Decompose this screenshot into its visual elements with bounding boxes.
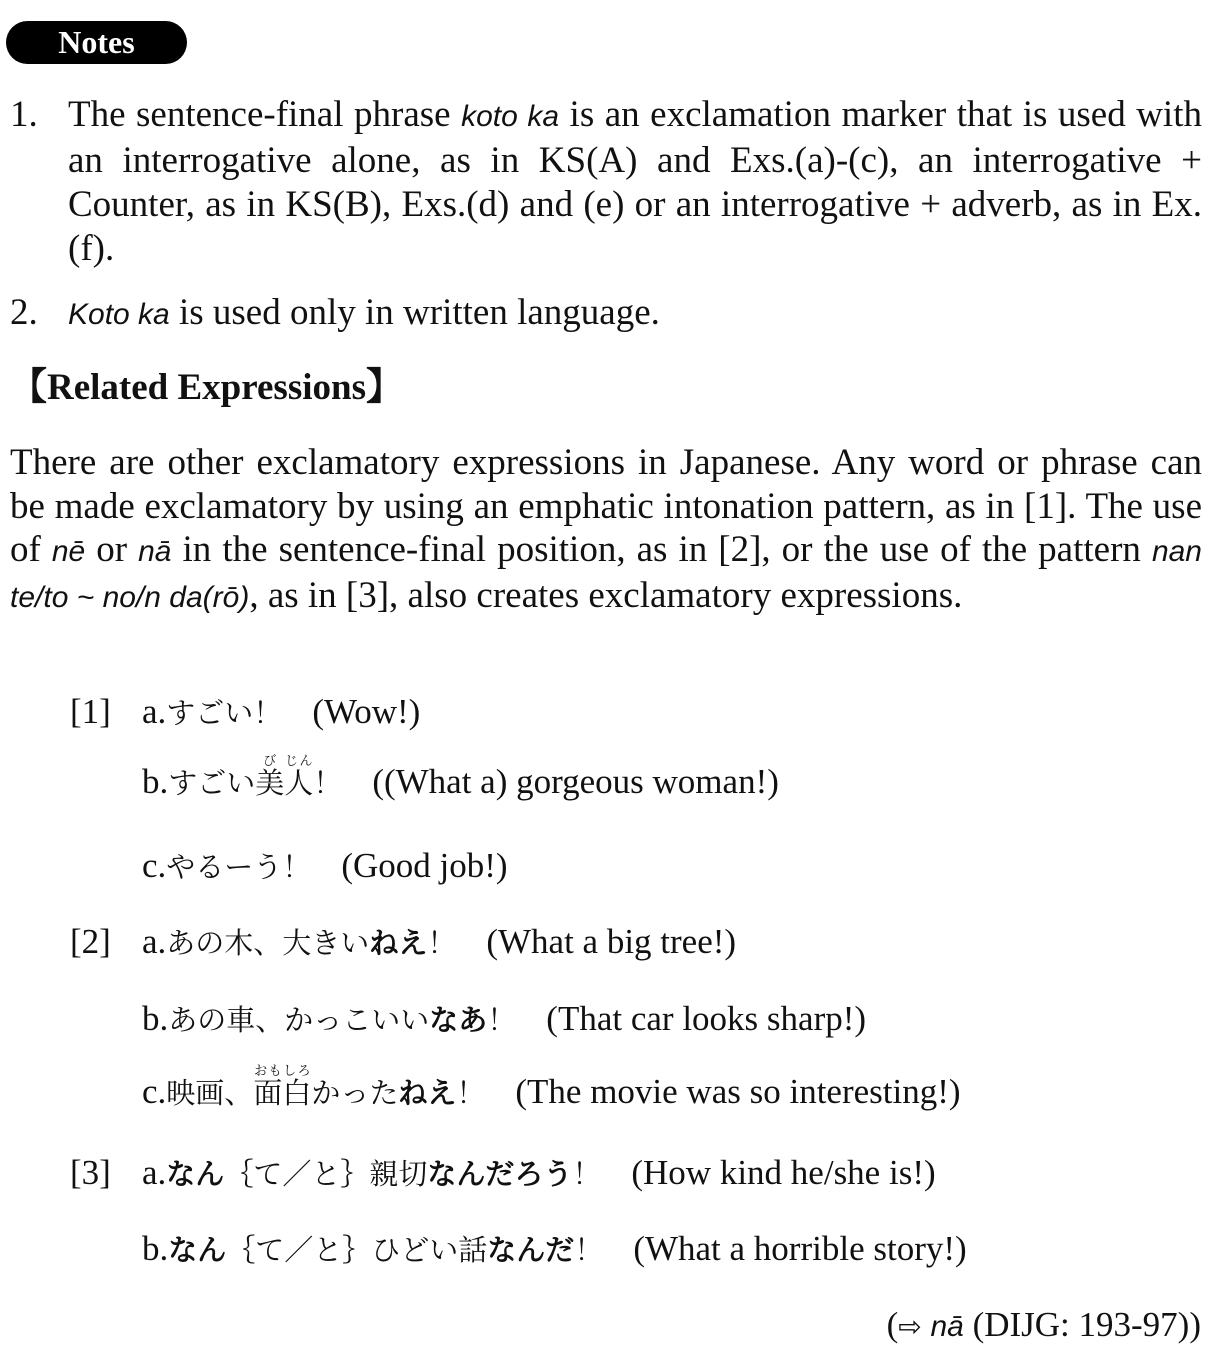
example-1b xyxy=(142,754,779,803)
japanese-bold: ねえ xyxy=(398,1076,457,1110)
example-number: [3] xyxy=(70,1153,111,1192)
para-text: in the sentence-final position, as in [2], or the use of the pattern xyxy=(171,529,1152,570)
japanese-bold: なん xyxy=(166,1157,225,1191)
kanji: 人 xyxy=(284,766,314,800)
example-label: c. xyxy=(142,1072,167,1111)
japanese-text: ！ xyxy=(572,1157,602,1191)
example-label: a. xyxy=(142,692,167,731)
furigana: おもしろ xyxy=(253,1064,312,1079)
related-expressions-heading: 【Related Expressions】 xyxy=(10,367,403,408)
note-text-part: The sentence-final phrase xyxy=(68,94,462,135)
japanese-bold: ねえ xyxy=(369,926,428,960)
example-label: b. xyxy=(142,762,169,801)
english-gloss: (Good job!) xyxy=(341,846,508,885)
note-text-part: is used only in written language. xyxy=(169,292,660,333)
japanese-text: かった xyxy=(311,1076,399,1110)
romaji-term: koto ka xyxy=(461,100,560,133)
right-arrow-icon: ⇨ xyxy=(898,1310,922,1343)
example-label: a. xyxy=(142,922,167,961)
example-label: b. xyxy=(142,999,169,1038)
japanese-text: やるーう！ xyxy=(166,850,312,884)
note-2 xyxy=(10,291,1202,337)
ref-text: (DIJG: 193-97)) xyxy=(963,1305,1201,1344)
note-text-part: is an exclamation marker that is used with an interrogative alone, as in KS(A) and Exs.(a)-(c), an interrogative + Counter, as in KS(B), Exs.(d) and (e) or an interrogative + adverb, as in Ex.(f). xyxy=(68,94,1202,269)
japanese-text: すごい！ xyxy=(166,696,283,730)
ref-paren: ( xyxy=(886,1305,899,1344)
ruby-kanji xyxy=(253,1064,312,1110)
japanese-bold: なあ xyxy=(429,1003,488,1037)
english-gloss: (That car looks sharp!) xyxy=(546,999,867,1038)
example-3b xyxy=(142,1229,967,1270)
kanji: 面白 xyxy=(253,1076,312,1110)
english-gloss: (What a horrible story!) xyxy=(633,1229,967,1268)
english-gloss: (Wow!) xyxy=(312,692,421,731)
english-gloss: (The movie was so interesting!) xyxy=(515,1072,961,1111)
example-2a xyxy=(142,922,736,963)
romaji-term: nē xyxy=(51,535,86,568)
cross-reference xyxy=(887,1303,1201,1349)
example-3a xyxy=(142,1153,936,1194)
japanese-text: ！ xyxy=(574,1233,604,1267)
para-text: There are other exclamatory expressions in Japanese. Any word or phrase can be made exclamatory by using an emphatic intonation pattern, as in [1]. The use of xyxy=(10,442,1202,570)
japanese-text: あの車、かっこいい xyxy=(168,1003,430,1037)
note-1 xyxy=(10,93,1202,271)
example-number: [2] xyxy=(70,922,111,961)
example-label: a. xyxy=(142,1153,167,1192)
notes-badge: Notes xyxy=(6,21,187,64)
japanese-text: ひどい話 xyxy=(371,1233,488,1267)
japanese-bold: なんだ xyxy=(487,1233,575,1267)
japanese-text: ！ xyxy=(456,1076,486,1110)
note-number: 1. xyxy=(10,94,38,135)
japanese-text: ！ xyxy=(427,926,457,960)
japanese-text: 親切 xyxy=(369,1157,428,1191)
note-text xyxy=(68,93,1202,271)
japanese-text: ！ xyxy=(487,1003,517,1037)
japanese-text: ｛て／と｝ xyxy=(224,1157,370,1191)
english-gloss: (How kind he/she is!) xyxy=(631,1153,936,1192)
related-expressions-paragraph xyxy=(10,441,1202,619)
note-number: 2. xyxy=(10,292,38,333)
romaji-term: nan te/to ~ no/n da(rō) xyxy=(10,535,1202,614)
romaji-term: nā xyxy=(930,1310,964,1343)
example-number: [1] xyxy=(70,692,111,731)
japanese-bold: なん xyxy=(168,1233,227,1267)
example-label: b. xyxy=(142,1229,169,1268)
japanese-text: 映画、 xyxy=(166,1076,254,1110)
japanese-text: ！ xyxy=(313,766,343,800)
furigana: じん xyxy=(284,754,314,769)
note-text xyxy=(68,291,1202,337)
para-text: , as in [3], also creates exclamatory expressions. xyxy=(249,574,963,616)
example-2c xyxy=(142,1064,961,1113)
japanese-text: あの木、大きい xyxy=(166,926,370,960)
example-1c xyxy=(142,846,508,887)
japanese-text: ｛て／と｝ xyxy=(226,1233,372,1267)
english-gloss: ((What a) gorgeous woman!) xyxy=(372,762,779,801)
para-text: or xyxy=(85,529,139,570)
japanese-bold: なんだろう xyxy=(427,1157,573,1191)
kanji: 美 xyxy=(255,766,285,800)
example-1a xyxy=(142,692,420,733)
ruby-kanji xyxy=(255,754,285,800)
romaji-term: nā xyxy=(138,535,172,568)
romaji-term: Koto ka xyxy=(68,298,170,331)
ruby-kanji xyxy=(284,754,314,800)
english-gloss: (What a big tree!) xyxy=(486,922,737,961)
example-label: c. xyxy=(142,846,167,885)
example-2b xyxy=(142,999,866,1040)
furigana: び xyxy=(255,754,285,769)
japanese-text: すごい xyxy=(168,766,256,800)
